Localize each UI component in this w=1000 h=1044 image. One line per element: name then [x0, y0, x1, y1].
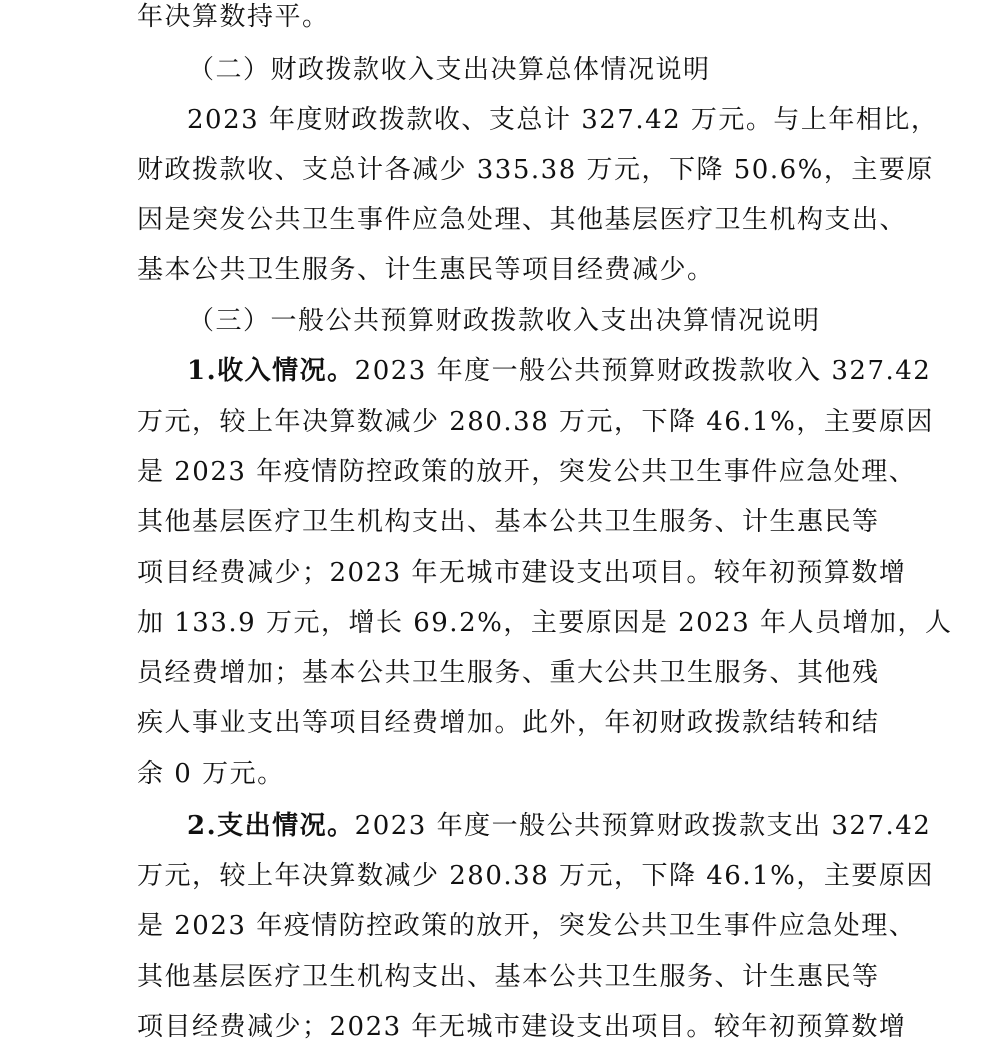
paragraph-line: 万元，较上年决算数减少 280.38 万元，下降 46.1%，主要原因	[137, 407, 934, 437]
paragraph-text: 2023 年度一般公共预算财政拨款收入 327.42	[354, 356, 932, 386]
paragraph-line: 2023 年度财政拨款收、支总计 327.42 万元。与上年相比，	[187, 105, 939, 135]
section-heading-2: （二）财政拨款收入支出决算总体情况说明	[188, 55, 711, 85]
paragraph-line: 是 2023 年疫情防控政策的放开，突发公共卫生事件应急处理、	[137, 457, 917, 487]
paragraph-line: 疾人事业支出等项目经费增加。此外，年初财政拨款结转和结	[137, 708, 880, 738]
subheading-expenditure: 2.支出情况。	[187, 811, 355, 841]
paragraph-text: 2023 年度一般公共预算财政拨款支出 327.42	[354, 811, 932, 841]
paragraph-line: 年决算数持平。	[137, 2, 330, 32]
section-heading-3: （三）一般公共预算财政拨款收入支出决算情况说明	[188, 306, 821, 336]
paragraph-line: 员经费增加；基本公共卫生服务、重大公共卫生服务、其他残	[137, 658, 880, 688]
paragraph-line: 项目经费减少；2023 年无城市建设支出项目。较年初预算数增	[137, 1012, 907, 1042]
paragraph-line: 万元，较上年决算数减少 280.38 万元，下降 46.1%，主要原因	[137, 861, 934, 891]
paragraph-line	[187, 354, 932, 388]
paragraph-line: 其他基层医疗卫生机构支出、基本公共卫生服务、计生惠民等	[137, 507, 880, 537]
paragraph-line: 其他基层医疗卫生机构支出、基本公共卫生服务、计生惠民等	[137, 962, 880, 992]
paragraph-line: 加 133.9 万元，增长 69.2%，主要原因是 2023 年人员增加，人	[137, 608, 953, 638]
paragraph-line: 财政拨款收、支总计各减少 335.38 万元，下降 50.6%，主要原	[137, 155, 934, 185]
paragraph-line: 余 0 万元。	[137, 759, 285, 789]
paragraph-line: 项目经费减少；2023 年无城市建设支出项目。较年初预算数增	[137, 558, 907, 588]
paragraph-line: 因是突发公共卫生事件应急处理、其他基层医疗卫生机构支出、	[137, 205, 908, 235]
subheading-income: 1.收入情况。	[187, 356, 355, 386]
paragraph-line: 基本公共卫生服务、计生惠民等项目经费减少。	[137, 255, 715, 285]
paragraph-line	[187, 809, 932, 843]
paragraph-line: 是 2023 年疫情防控政策的放开，突发公共卫生事件应急处理、	[137, 911, 917, 941]
